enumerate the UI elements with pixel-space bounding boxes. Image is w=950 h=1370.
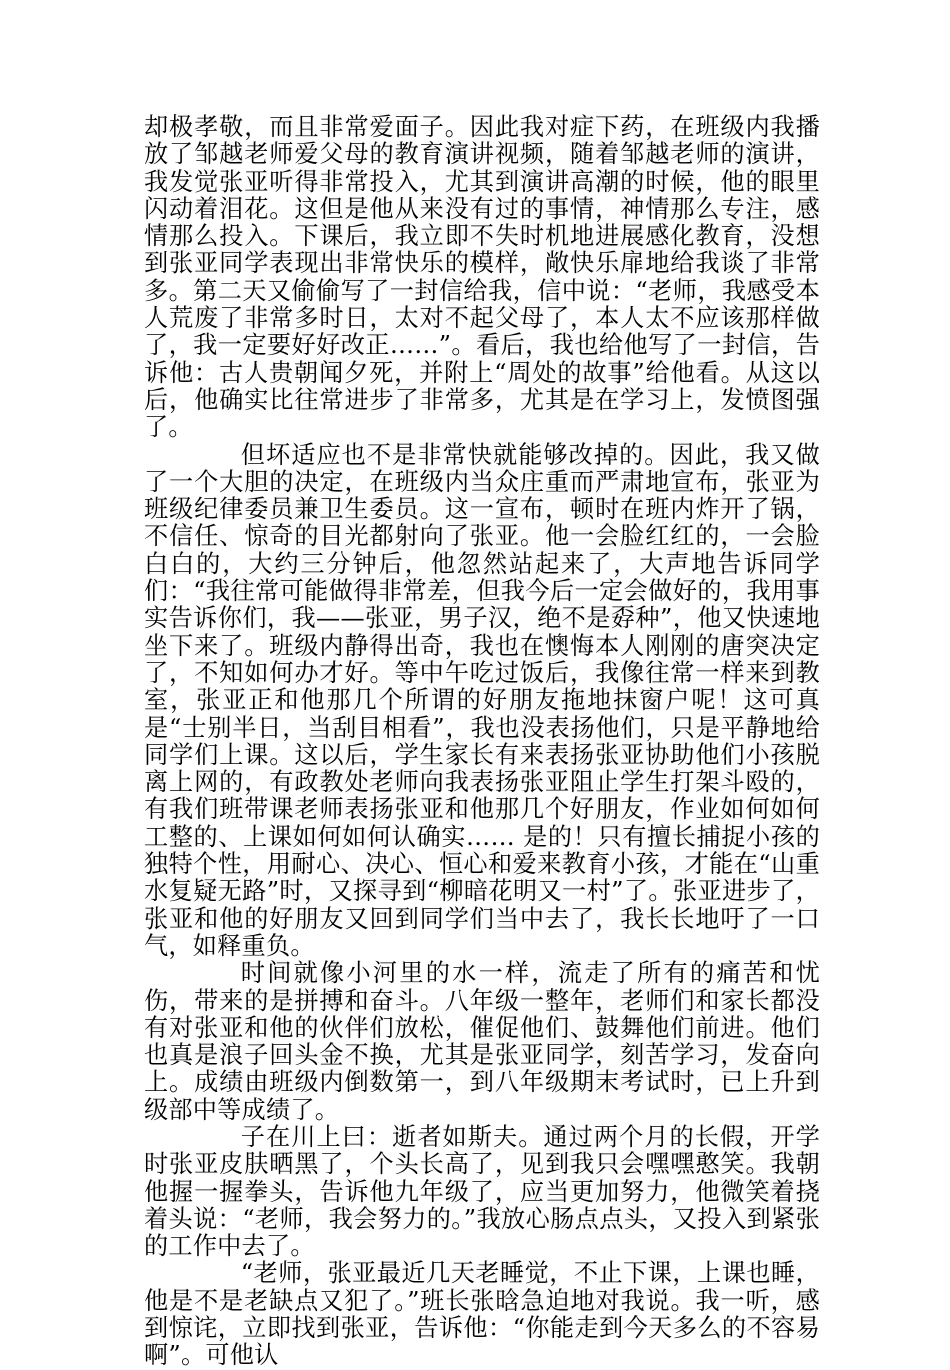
body-text bbox=[144, 114, 820, 1370]
paragraph-4: 子在川上曰：逝者如斯夫。通过两个月的长假，开学时张亚皮肤晒黑了，个头长高了，见到我只会嘿嘿憨笑。我朝他握一握拳头，告诉他九年级了，应当更加努力，他微笑着挠着头说：“老师，我会努力的。”我放心肠点点头，又投入到紧张的工作中去了。 bbox=[144, 1122, 820, 1261]
paragraph-1: 却极孝敬，而且非常爱面子。因此我对症下药，在班级内我播放了邹越老师爱父母的教育演讲视频，随着邹越老师的演讲，我发觉张亚听得非常投入，尤其到演讲高潮的时候，他的眼里闪动着泪花。这但是他从来没有过的事情，神情那么专注，感情那么投入。下课后，我立即不失时机地进展感化教育，没想到张亚同学表现出非常快乐的模样，敞快乐扉地给我谈了非常多。第二天又偷偷写了一封信给我，信中说：“老师，我感受本人荒废了非常多时日，太对不起父母了，本人太不应该那样做了，我一定要好好改正……”。看后，我也给他写了一封信，告诉他：古人贵朝闻夕死，并附上“周处的故事”给他看。从这以后，他确实比往常进步了非常多，尤其是在学习上，发愤图强了。 bbox=[144, 113, 820, 442]
paragraph-5: “老师，张亚最近几天老睡觉，不止下课，上课也睡，他是不是老缺点又犯了。”班长张晗急迫地对我说。我一听，感到惊诧，立即找到张亚，告诉他：“你能走到今天多么的不容易啊”。可他认 bbox=[144, 1259, 820, 1370]
paragraph-2: 但坏适应也不是非常快就能够改掉的。因此，我又做了一个大胆的决定，在班级内当众庄重而严肃地宣布，张亚为班级纪律委员兼卫生委员。这一宣布，顿时在班内炸开了锅，不信任、惊奇的目光都射向了张亚。他一会脸红红的，一会脸白白的，大约三分钟后，他忽然站起来了，大声地告诉同学们：“我往常可能做得非常差，但我今后一定会做好的，我用事实告诉你们，我——张亚，男子汉，绝不是孬种”，他又快速地坐下来了。班级内静得出奇，我也在懊悔本人刚刚的唐突决定了，不知如何办才好。等中午吃过饭后，我像往常一样来到教室，张亚正和他那几个所谓的好朋友拖地抹窗户呢！这可真是“士别半日，当刮目相看”，我也没表扬他们，只是平静地给同学们上课。这以后，学生家长有来表扬张亚协助他们小孩脱离上网的，有政教处老师向我表扬张亚阻止学生打架斗殴的，有我们班带课老师表扬张亚和他那几个好朋友，作业如何如何工整的、上课如何如何认确实…… 是的！只有擅长捕捉小孩的独特个性，用耐心、决心、恒心和爱来教育小孩，才能在“山重水复疑无路”时，又探寻到“柳暗花明又一村”了。张亚进步了，张亚和他的好朋友又回到同学们当中去了，我长长地吁了一口气，如释重负。 bbox=[144, 440, 820, 960]
paragraph-3: 时间就像小河里的水一样，流走了所有的痛苦和忧伤，带来的是拼搏和奋斗。八年级一整年，老师们和家长都没有对张亚和他的伙伴们放松，催促他们、鼓舞他们前进。他们也真是浪子回头金不换，尤其是张亚同学，刻苦学习，发奋向上。成绩由班级内倒数第一，到八年级期末考试时，已上升到级部中等成绩了。 bbox=[144, 959, 820, 1124]
